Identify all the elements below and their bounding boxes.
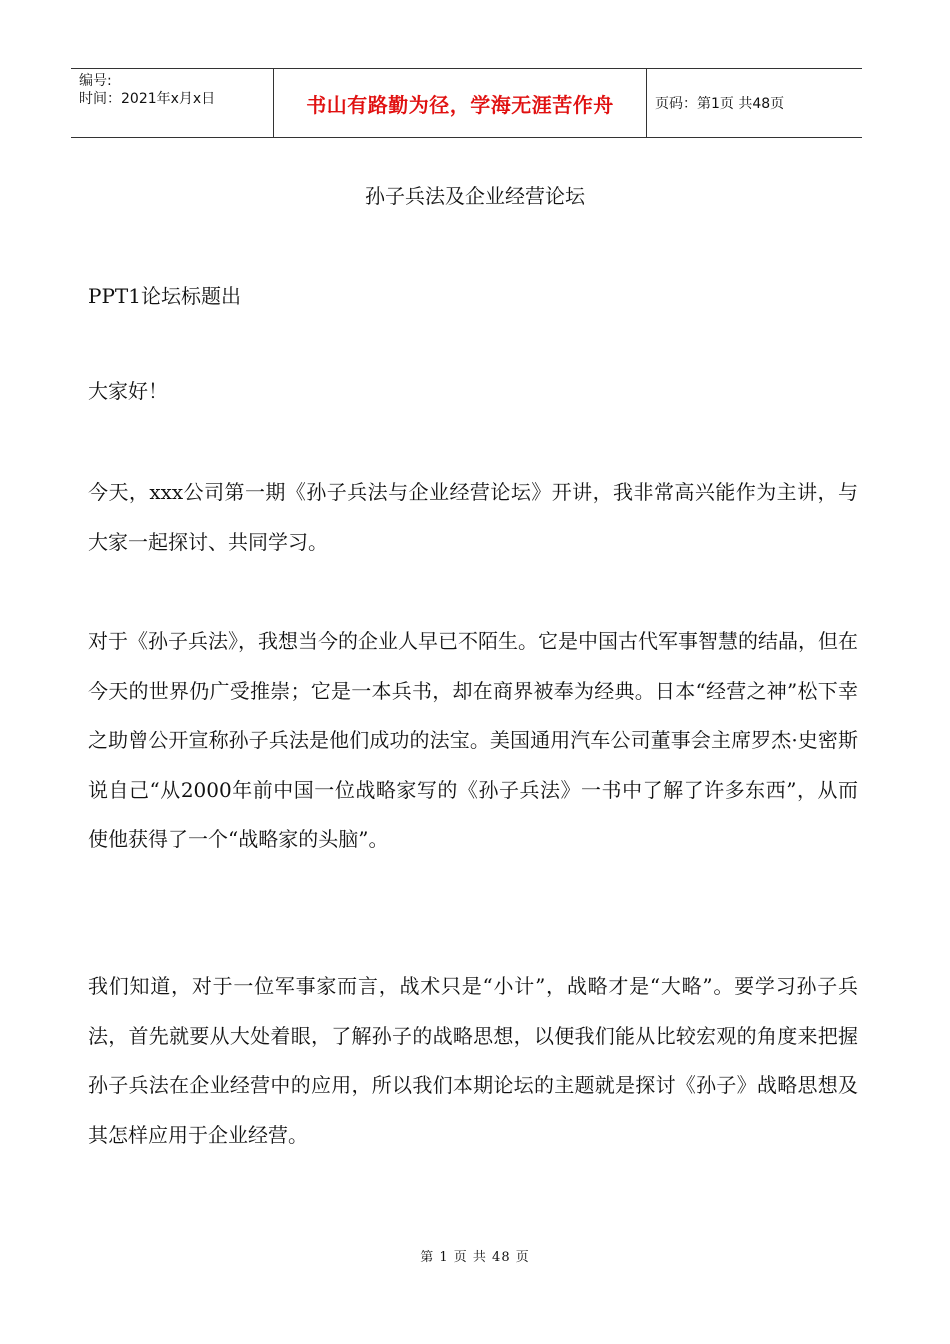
document-title: 孙子兵法及企业经营论坛 [365, 184, 585, 208]
paragraph-4: 对于《孙子兵法》，我想当今的企业人早已不陌生。它是中国古代军事智慧的结晶，但在今天的世界仍广受推崇；它是一本兵书，却在商界被奉为经典。日本“经营之神”松下幸之助曾公开宣称孙子兵法是他们成功的法宝。美国通用汽车公司董事会主席罗杰·史密斯说自己“从2000年前中国一位战略家写的《孙子兵法》一书中了解了许多东西”，从而使他获得了一个“战略家的头脑”。 [88, 629, 858, 851]
paragraph-3: 今天，xxx公司第一期《孙子兵法与企业经营论坛》开讲，我非常高兴能作为主讲，与大家一起探讨、共同学习。 [88, 480, 858, 554]
paragraph-5: 我们知道，对于一位军事家而言，战术只是“小计”，战略才是“大略”。要学习孙子兵法，首先就要从大处着眼，了解孙子的战略思想，以便我们能从比较宏观的角度来把握孙子兵法在企业经营中的应用，所以我们本期论坛的主题就是探讨《孙子》战略思想及其怎样应用于企业经营。 [88, 974, 858, 1147]
header-motto-cell [273, 69, 647, 137]
document-number-label: 编号: [79, 73, 112, 89]
paragraph-2: 大家好！ [88, 379, 168, 403]
header-page-info: 页码：第1页 共48页 [655, 96, 785, 112]
page-header [71, 68, 862, 138]
page-footer: 第 1 页 共 48 页 [420, 1250, 530, 1265]
document-date: 时间：2021年x月x日 [79, 91, 216, 107]
header-meta [71, 69, 273, 137]
header-page-info-cell [647, 69, 862, 137]
paragraph-1: PPT1论坛标题出 [88, 284, 241, 308]
header-motto: 书山有路勤为径，学海无涯苦作舟 [306, 92, 614, 117]
